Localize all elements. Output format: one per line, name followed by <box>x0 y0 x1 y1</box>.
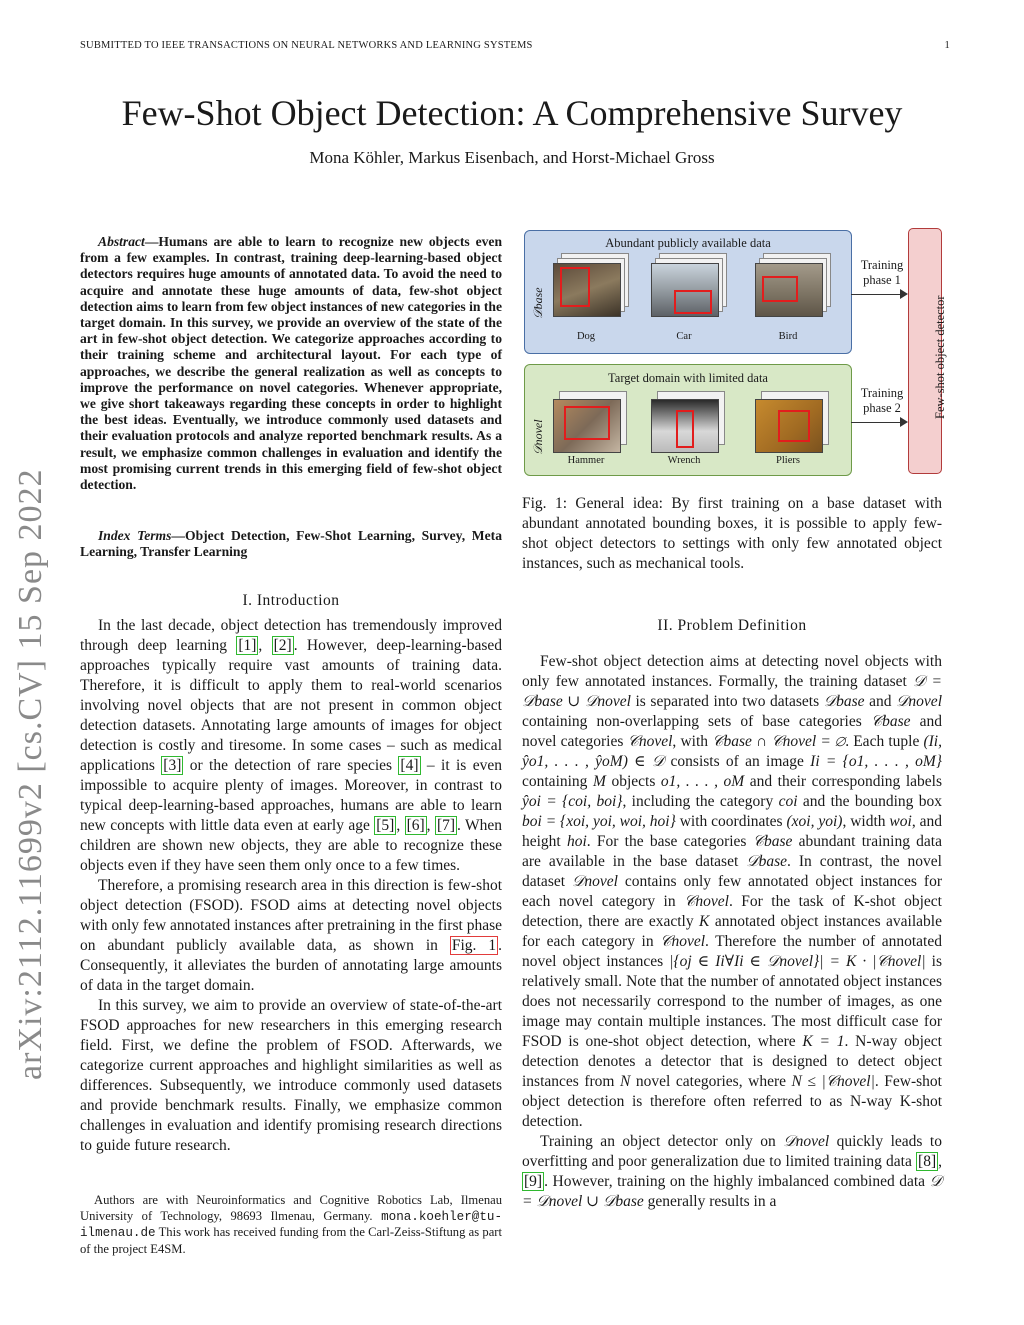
index-terms-text: —Object Detection, Few-Shot Learning, Survey, Meta Learning, Transfer Learning <box>80 528 502 560</box>
bird-image <box>755 263 823 317</box>
citation-link[interactable]: [3] <box>163 757 182 774</box>
journal-name: SUBMITTED TO IEEE TRANSACTIONS ON NEURAL NETWORKS AND LEARNING SYSTEMS <box>80 40 533 51</box>
section-heading-problem: II. Problem Definition <box>657 617 807 634</box>
arxiv-stamp: arXiv:2112.11699v2 [cs.CV] 15 Sep 2022 <box>12 468 49 1080</box>
bounding-box <box>778 410 810 442</box>
car-image-stack <box>651 253 725 315</box>
figure-1 <box>524 226 947 480</box>
problem-paragraph-2: Training an object detector only on 𝒟novel quickly leads to overfitting and poor generalization due to limited training data [8] , [9] . However, training on the highly imbalanced combined data 𝒟 = 𝒟novel ∪ 𝒟base generally results in a <box>522 1133 942 1210</box>
bounding-box <box>762 276 798 302</box>
intro-paragraph-1: In the last decade, object detection has tremendously improved through deep learning [1] , [2] . However, deep-learning-based approaches typically require vast amounts of training data. Therefore, it is difficult to apply them to real-world scenarios involving novel objects that are not present in common object detection datasets. Annotating large amounts of images for object detection is costly and tiresome. In some cases – such as medical applications [3] or the detection of rare species [4] – it is even impossible to acquire plenty of images. Moreover, in contrast to typical deep-learning-based approaches, humans are able to learn new concepts with little data even at early age [5] , [6] , [7] . When children are shown new objects, they are able to recognize these objects even if they have seen them only once to a few times. <box>80 617 503 874</box>
base-dataset-label: 𝒟base <box>531 287 545 319</box>
dog-image <box>553 263 621 317</box>
bounding-box <box>564 406 610 440</box>
citation-link[interactable]: [9] <box>524 1173 543 1190</box>
citation-link[interactable]: [7] <box>436 817 456 834</box>
wrench-image-stack <box>651 389 725 451</box>
pliers-image-stack <box>755 389 829 451</box>
arrow-phase-1 <box>851 294 901 295</box>
hammer-image <box>553 399 621 453</box>
citation-link[interactable]: [8] <box>918 1153 937 1170</box>
intro-paragraph-3: In this survey, we aim to provide an overview of state-of-the-art FSOD approaches for new researchers in this emerging research field. First, we define the problem of FSOD. Afterwards, we categorize current approaches and highlight similarities as well as differences. Subsequently, we introduce commonly used datasets and provide benchmark results. Finally, we emphasize common challenges in evaluation and identify promising research directions to guide future research. <box>80 997 502 1154</box>
base-panel-title: Abundant publicly available data <box>605 236 771 250</box>
bounding-box <box>560 267 590 307</box>
running-header <box>80 40 950 51</box>
abstract-label: Abstract <box>98 234 145 249</box>
image-label: Bird <box>778 331 798 342</box>
citation-link[interactable]: [4] <box>400 757 419 774</box>
paper-title: Few-Shot Object Detection: A Comprehensive Survey <box>121 93 903 133</box>
image-label: Hammer <box>567 455 605 466</box>
problem-paragraph-1: Few-shot object detection aims at detecting novel objects with only few annotated instances. Formally, the training dataset 𝒟 = 𝒟base ∪ 𝒟novel is separated into two datasets 𝒟base and 𝒟novel containing non-overlapping sets of base categories 𝒞base and novel categories 𝒞novel, with 𝒞base ∩ 𝒞novel = ∅. Each tuple (Ii, ŷo1, . . . , ŷoM) ∈ 𝒟 consists of an image Ii = {o1, . . . , oM} containing M objects o1, . . . , oM and their corresponding labels ŷoi = {coi, boi}, including the category coi and the bounding box boi = {xoi, yoi, woi, hoi} with coordinates (xoi, yoi), width woi, and height hoi. For the base categories 𝒞base abundant training data are available in the base dataset 𝒟base. In contrast, the novel dataset 𝒟novel contains only few annotated object instances for each novel category in 𝒞novel. For the task of K-shot object detection, there are exactly K annotated object instances available for each category in 𝒞novel. Therefore the number of annotated novel object instances |{oj ∈ Ii∀Ii ∈ 𝒟novel}| = K · |𝒞novel| is relatively small. Note that the number of annotated object instances does not necessarily correspond to the number of images, as one image may contain multiple instances. The most difficult case for FSOD is one-shot object detection, where K = 1. N-way object detection denotes a detector that is designed to detect object instances from N novel categories, where N ≤ |𝒞novel|. Few-shot object detection is therefore often referred to as N-way K-shot detection. <box>522 653 943 1130</box>
novel-dataset-panel <box>524 364 852 476</box>
novel-panel-title: Target domain with limited data <box>608 371 768 385</box>
abstract <box>80 234 502 493</box>
figure-reference-link[interactable]: Fig. 1 <box>451 937 497 954</box>
bird-image-stack <box>755 253 829 315</box>
citation-link[interactable]: [1] <box>238 637 257 654</box>
page-number: 1 <box>944 40 950 51</box>
author-email[interactable]: mona.koehler@tu-ilmenau.de <box>80 1209 502 1240</box>
arrow-head-icon <box>900 417 908 427</box>
problem-body <box>522 652 942 1212</box>
figure-caption: Fig. 1: General idea: By first training on a base dataset with abundant annotated bounding boxes, it is possible to apply few-shot object detectors to settings with only few annotated object instances, such as mechanical tools. <box>522 495 942 572</box>
section-heading-intro: I. Introduction <box>242 592 340 609</box>
citation-link[interactable]: [2] <box>273 637 292 654</box>
intro-paragraph-2: Therefore, a promising research area in this direction is few-shot object detection (FSOD). FSOD aims at detecting novel objects with only few annotated instances after pretraining in the first phase on abundant publicly available data, as shown in Fig. 1 . Consequently, it alleviates the burden of annotating large amounts of data in the target domain. <box>80 877 502 994</box>
citation-link[interactable]: [5] <box>376 817 395 834</box>
training-phase-1-label: Training phase 1 <box>860 258 904 287</box>
index-terms-label: Index Terms <box>98 528 172 543</box>
citation-link[interactable]: [6] <box>406 817 425 834</box>
base-dataset-panel <box>524 230 852 354</box>
novel-dataset-label: 𝒟novel <box>531 419 545 455</box>
abstract-text: —Humans are able to learn to recognize new objects even from a few examples. In contrast, training deep-learning-based object detectors requires huge amounts of annotated data. To avoid the need to acquire and annotate these huge amounts of data, few-shot object detection aims to learn from few object instances of new categories in the target domain. In this survey, we provide an overview of the state of the art in few-shot object detection. We categorize approaches according to their training scheme and architectural layout. For each type of approaches, we describe the general realization as well as concepts to improve the performance on novel categories. Whenever appropriate, we give short takeaways regarding these concepts in order to highlight the best ideas. Eventually, we introduce commonly used datasets and their evaluation protocols and analyze reported benchmark results. As a result, we emphasize common challenges in evaluation and identify the most promising current trends in this emerging field of few-shot object detection. <box>80 234 502 493</box>
bounding-box <box>676 410 694 448</box>
arrow-head-icon <box>900 289 908 299</box>
training-phase-2-label: Training phase 2 <box>860 386 904 415</box>
few-shot-detector-box <box>908 228 947 474</box>
wrench-image <box>651 399 719 453</box>
arrow-phase-2 <box>851 422 901 423</box>
image-label: Pliers <box>776 455 800 466</box>
index-terms <box>80 528 502 560</box>
car-image <box>651 263 719 317</box>
intro-body <box>80 616 502 1156</box>
bounding-box <box>674 290 712 314</box>
detector-label: Few-shot object detector <box>933 295 947 419</box>
image-label: Car <box>676 331 692 342</box>
author-list: Mona Köhler, Markus Eisenbach, and Horst-Michael Gross <box>309 148 715 167</box>
image-label: Dog <box>576 331 596 342</box>
footnote: Authors are with Neuroinformatics and Cognitive Robotics Lab, Ilmenau University of Technology, 98693 Ilmenau, Germany. mona.koehler@tu-ilmenau.de This work has received funding from the Carl-Zeiss-Stiftung as part of the project E4SM. <box>80 1193 502 1256</box>
hammer-image-stack <box>553 389 627 451</box>
dog-image-stack <box>553 253 627 315</box>
image-label: Wrench <box>667 455 701 466</box>
pliers-image <box>755 399 823 453</box>
